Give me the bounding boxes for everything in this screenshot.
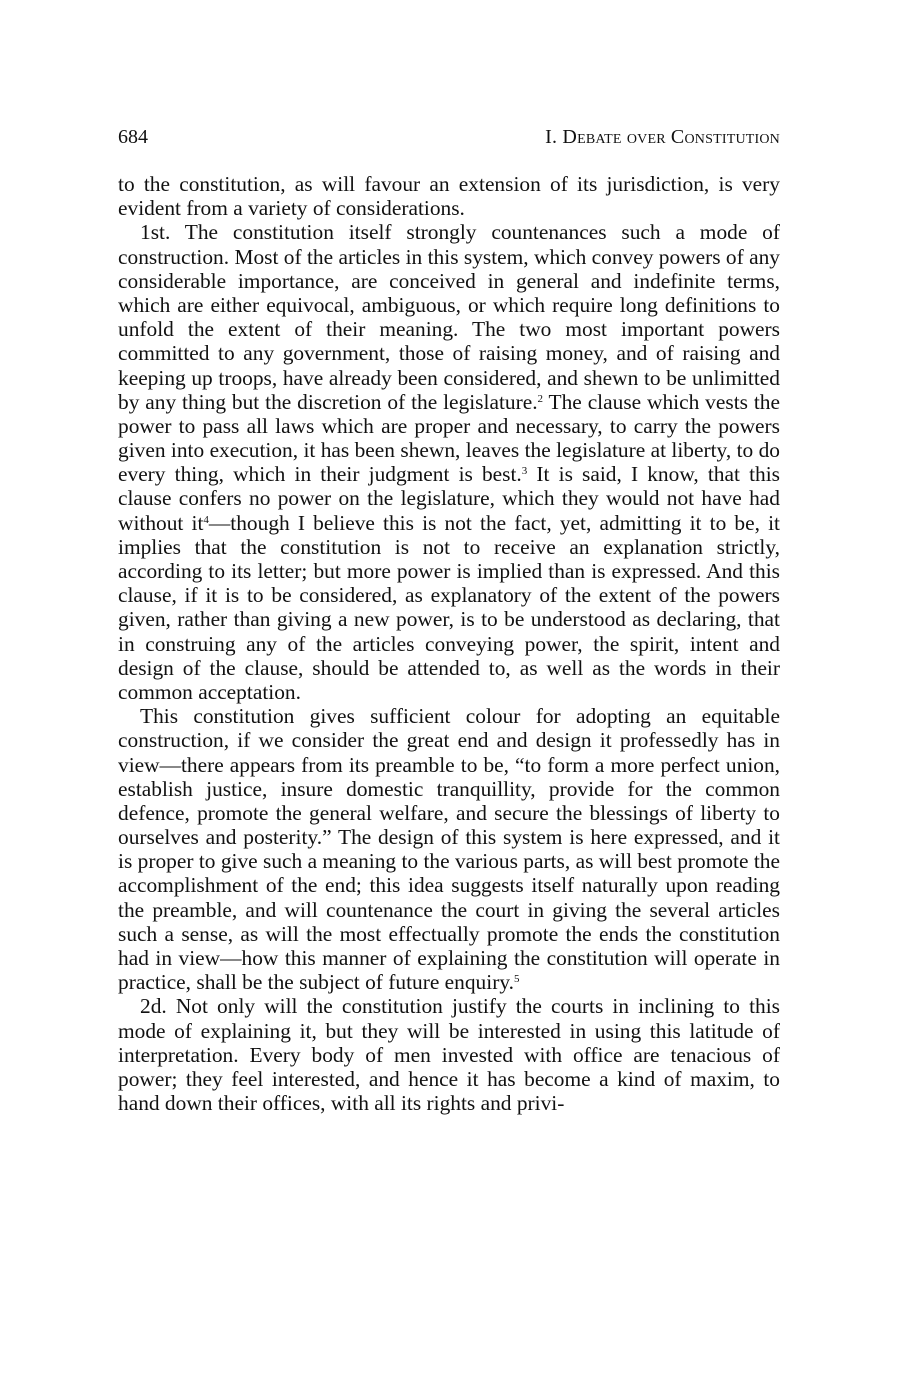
text-segment: The clause which vests the power to pass all laws which are proper and necessary, to carry the powers given into execution, it has been shewn, leaves the legislature at liberty, to do every thing, which in their judgment is best. [118,389,780,487]
book-page [118,124,780,1115]
footnote-reference[interactable]: 5 [513,973,520,986]
footnote-reference[interactable]: 3 [521,465,528,478]
footnote-reference[interactable]: 2 [537,392,544,405]
body-text [118,172,780,1115]
running-title: I. Debate over Constitution [545,126,780,148]
text-segment: —though I believe this is not the fact, yet, admitting it to be, it implies that the constitution is not to receive an explanation strictly, according to its letter; but more power is implied than is expressed. And this clause, if it is to be considered, as explanatory of the extent of the powers given, rather than giving a new power, is to be understood as declaring, that in construing any of the articles conveying power, the spirit, intent and design of the clause, should be attended to, as well as the words in their common acceptation. [118,510,780,704]
footnote-reference[interactable]: 4 [203,513,209,526]
paragraph-continuation [118,172,780,220]
text-segment: to the constitution, as will favour an extension of its jurisdiction, is very evident from a variety of considerations. [118,172,780,221]
page-number: 684 [118,126,148,148]
paragraph-second-consideration [118,994,780,1115]
text-segment: It is said, I know, that this clause confers no power on the legislature, which they would not have had without it [118,462,780,535]
paragraph-first-consideration [118,220,780,704]
text-segment: This constitution gives sufficient colour for adopting an equitable construction, if we consider the great end and design it professedly has in view—there appears from its preamble to be, “to form a more perfect union, establish justice, insure domestic tranquillity, provide for the common defence, promote the general welfare, and secure the blessings of liberty to ourselves and posterity.” The design of this system is here expressed, and it is proper to give such a meaning to the various parts, as will best promote the accomplishment of the end; this idea suggests itself naturally upon reading the preamble, and will countenance the court in giving the several articles such a sense, as will the most effectually promote the ends the constitution had in view—how this manner of explaining the constitution will operate in practice, shall be the subject of future enquiry. [118,704,780,995]
text-segment: 1st. The constitution itself strongly countenances such a mode of construction. Most of the articles in this system, which convey powers of any considerable importance, are conceived in general and indefinite terms, which are either equivocal, ambiguous, or which require long definitions to unfold the extent of their meaning. The two most important powers committed to any government, those of raising money, and of raising and keeping up troops, have already been considered, and shewn to be unlimitted by any thing but the discretion of the legislature. [118,220,780,414]
paragraph-preamble [118,704,780,994]
running-head [118,124,780,150]
text-segment: 2d. Not only will the constitution justify the courts in inclining to this mode of explaining it, but they will be interested in using this latitude of interpretation. Every body of men invested with office are tenacious of power; they feel interested, and hence it has become a kind of maxim, to hand down their offices, with all its rights and privi- [118,994,780,1116]
